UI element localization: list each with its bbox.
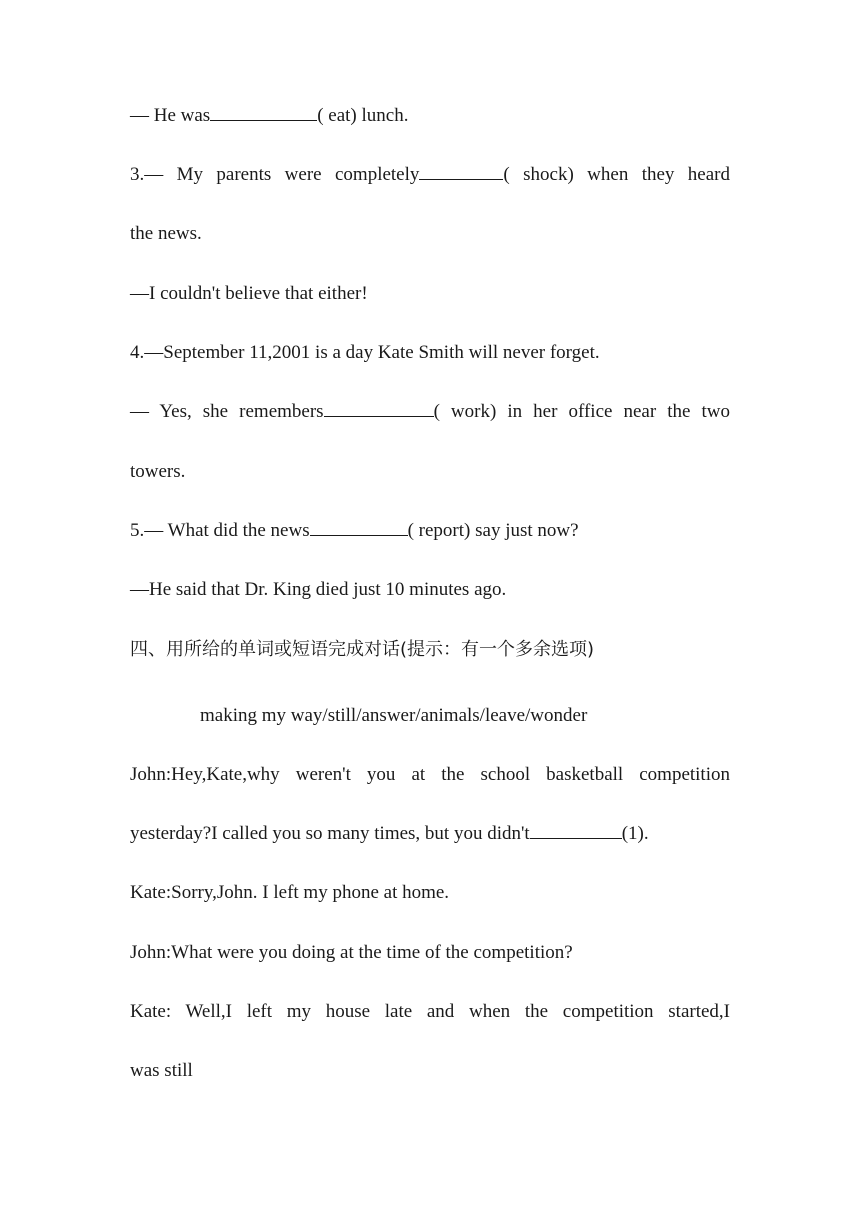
answer-line-2 [130,104,730,128]
line-text: — Yes, she remembers [130,401,324,422]
line-text: 5.— What did the news [130,520,310,541]
line-text: —I couldn't believe that either! [130,283,368,304]
fill-blank[interactable] [324,400,434,417]
line-text: — He was [130,105,211,126]
line-text: ( eat) lunch. [317,105,409,126]
section-heading [130,638,730,662]
line-text: was still [130,1060,193,1081]
dialogue-line [130,1059,730,1083]
question-3 [130,163,730,187]
line-text: 4.—September 11,2001 is a day Kate Smith will never forget. [130,342,600,363]
dialogue-line [130,881,730,905]
dialogue-line [130,763,730,787]
line-text: ( report) say just now? [407,520,579,541]
line-text: (1). [621,823,649,844]
fill-blank[interactable] [419,163,503,180]
line-text: yesterday?I called you so many times, but you didn't [130,823,530,844]
question-3-cont [130,222,730,246]
line-text: the news. [130,223,202,244]
line-text: ( shock) when they heard [503,164,731,185]
word-bank [130,704,800,728]
question-4 [130,341,730,365]
document-page [130,0,730,1217]
line-text: John:What were you doing at the time of the competition? [130,942,573,963]
line-text: —He said that Dr. King died just 10 minutes ago. [130,579,507,600]
line-text: towers. [130,461,186,482]
word-bank-text: making my way/still/answer/animals/leave/wonder [200,705,588,726]
answer-line-3 [130,282,730,306]
line-text: John:Hey,Kate,why weren't you at the school basketball competition [130,764,730,785]
question-5 [130,519,730,543]
answer-line-4 [130,400,730,424]
line-text: ( work) in her office near the two [433,401,730,422]
fill-blank[interactable] [530,822,622,839]
dialogue-line [130,941,730,965]
answer-line-4-cont [130,460,730,484]
line-text: 3.— My parents were completely [130,164,420,185]
line-text: Kate:Sorry,John. I left my phone at home. [130,882,450,903]
section-title: 四、用所给的单词或短语完成对话(提示：有一个多余选项) [130,639,595,660]
dialogue-line [130,822,730,846]
answer-line-5 [130,578,730,602]
dialogue-line [130,1000,730,1024]
fill-blank[interactable] [210,104,317,121]
line-text: Kate: Well,I left my house late and when the competition started,I [130,1001,730,1022]
fill-blank[interactable] [310,519,408,536]
